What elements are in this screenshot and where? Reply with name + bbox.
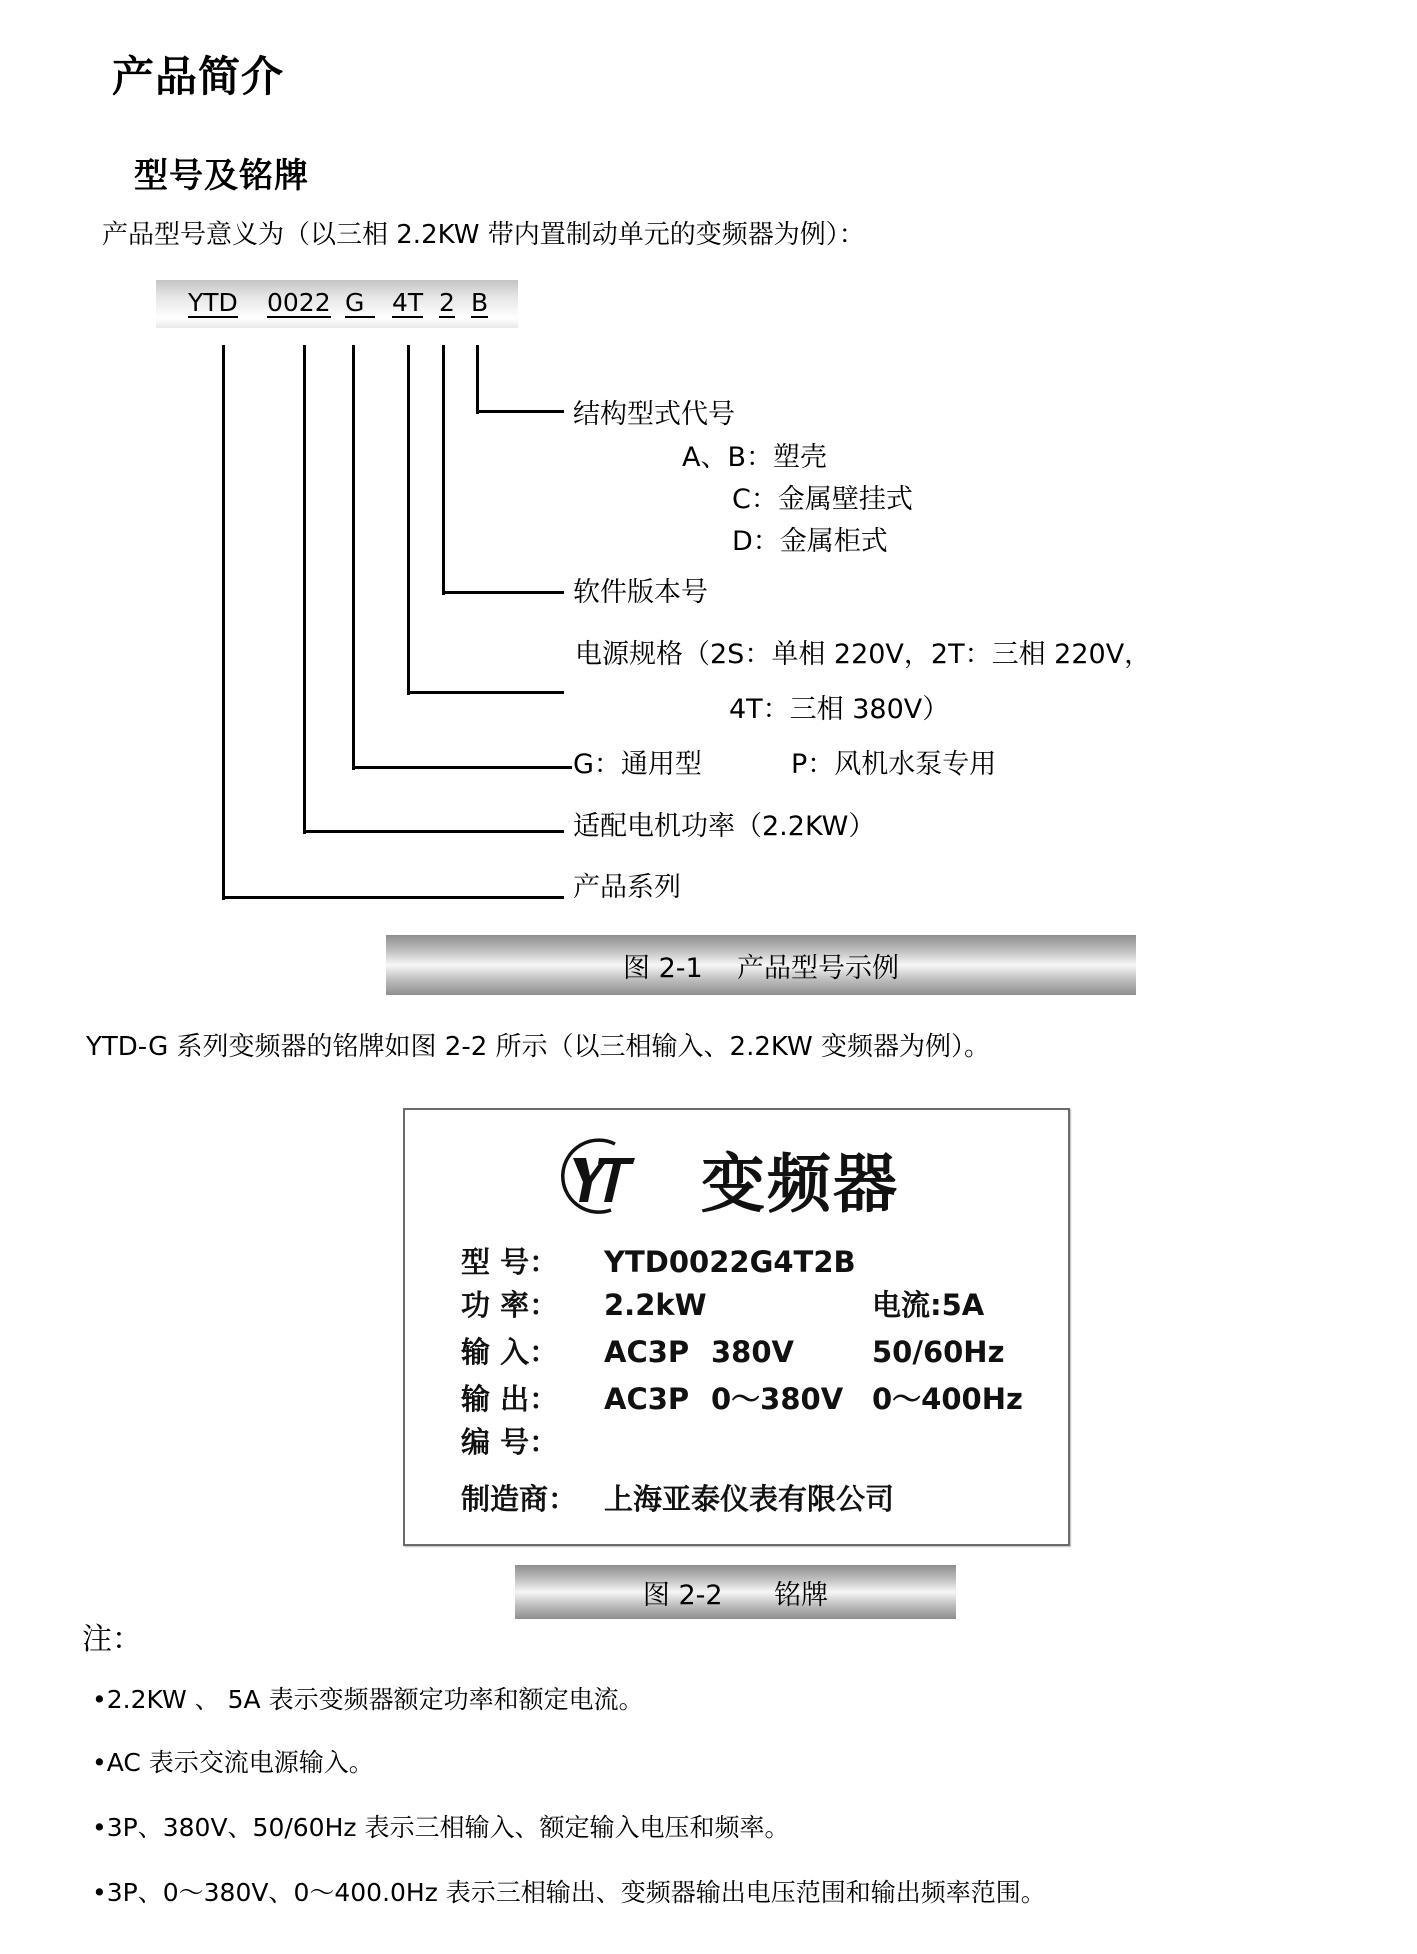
model-code-bar xyxy=(156,280,518,328)
label-structure-ab: A、B：塑壳 xyxy=(682,442,827,473)
label-series: 产品系列 xyxy=(573,872,681,903)
manufacturer-value: 上海亚泰仪表有限公司 xyxy=(604,1482,895,1516)
section-title: 型号及铭牌 xyxy=(134,156,309,196)
yt-logo-icon xyxy=(559,1136,635,1216)
label-motor-power: 适配电机功率（2.2KW） xyxy=(573,811,876,842)
figure-caption-2: 图 2-2 铭牌 xyxy=(642,1579,829,1611)
power-value: 2.2kW xyxy=(604,1288,707,1322)
model-value: YTD0022G4T2B xyxy=(604,1245,856,1279)
branch-type xyxy=(352,766,572,769)
input-frequency: 50/60Hz xyxy=(872,1335,1005,1369)
serial-label: 编 号： xyxy=(461,1425,559,1459)
label-software: 软件版本号 xyxy=(573,577,708,608)
branch-voltage xyxy=(407,691,564,694)
code-power: 0022 xyxy=(267,288,331,317)
label-structure-d: D：金属柜式 xyxy=(732,526,888,557)
output-label: 输 出： xyxy=(461,1382,559,1416)
input-type: AC3P xyxy=(604,1335,690,1369)
label-structure: 结构型式代号 xyxy=(573,399,735,430)
note-item: •3P、380V、50/60Hz 表示三相输入、额定输入电压和频率。 xyxy=(92,1813,790,1842)
code-structure: B xyxy=(471,288,489,317)
figure-caption-bar-1 xyxy=(386,935,1136,995)
connector-structure xyxy=(476,345,479,414)
note-item: •2.2KW 、 5A 表示变频器额定功率和额定电流。 xyxy=(92,1685,644,1714)
manufacturer-label: 制造商： xyxy=(461,1482,578,1516)
branch-structure xyxy=(476,410,564,413)
code-software: 2 xyxy=(439,288,455,317)
connector-series xyxy=(222,345,225,900)
output-voltage: 0～380V xyxy=(711,1382,844,1416)
label-power-spec-4t: 4T：三相 380V） xyxy=(729,694,950,725)
connector-power xyxy=(303,345,306,834)
note-item: •AC 表示交流电源输入。 xyxy=(92,1748,374,1777)
note-item: •3P、0～380V、0～400.0Hz 表示三相输出、变频器输出电压范围和输出频率范围。 xyxy=(92,1878,1046,1907)
branch-series xyxy=(222,896,564,899)
output-type: AC3P xyxy=(604,1382,690,1416)
label-type-p: P：风机水泵专用 xyxy=(791,749,997,780)
branch-software xyxy=(442,591,564,594)
connector-type xyxy=(352,345,355,770)
page-title: 产品简介 xyxy=(112,52,285,101)
model-label: 型 号： xyxy=(461,1245,559,1279)
connector-voltage xyxy=(407,345,410,695)
model-intro-text: 产品型号意义为（以三相 2.2KW 带内置制动单元的变频器为例）： xyxy=(102,220,865,250)
connector-software xyxy=(442,345,445,595)
label-type-g: G：通用型 xyxy=(573,749,702,780)
branch-power xyxy=(303,830,564,833)
figure-caption-bar-2 xyxy=(515,1565,956,1619)
nameplate-intro-text: YTD-G 系列变频器的铭牌如图 2-2 所示（以三相输入、2.2KW 变频器为例）。 xyxy=(86,1032,990,1062)
power-label: 功 率： xyxy=(461,1288,559,1322)
current-value: 电流:5A xyxy=(872,1288,985,1322)
output-frequency: 0～400Hz xyxy=(872,1382,1023,1416)
notes-heading: 注： xyxy=(82,1622,142,1657)
label-power-spec: 电源规格（2S：单相 220V，2T：三相 220V， xyxy=(575,639,1152,670)
label-structure-c: C：金属壁挂式 xyxy=(732,484,913,515)
input-label: 输 入： xyxy=(461,1335,559,1369)
code-series: YTD xyxy=(188,288,238,317)
nameplate xyxy=(403,1108,1070,1546)
nameplate-brand: 变频器 xyxy=(701,1148,899,1222)
code-voltage: 4T xyxy=(392,288,424,317)
input-voltage: 380V xyxy=(711,1335,794,1369)
figure-caption-1: 图 2-1 产品型号示例 xyxy=(622,952,899,984)
code-type: G xyxy=(345,288,375,318)
